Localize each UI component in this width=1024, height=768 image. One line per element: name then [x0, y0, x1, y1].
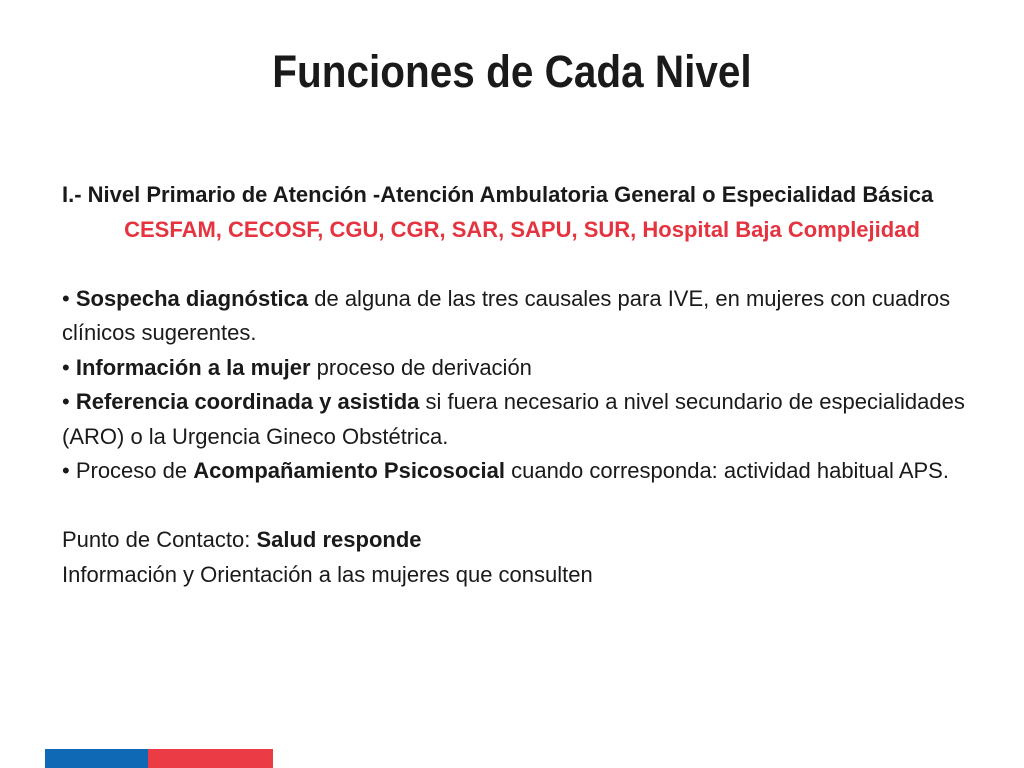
bullet-prefix: • Proceso de	[62, 458, 194, 483]
section-heading: I.- Nivel Primario de Atención -Atención Ambulatoria General o Especialidad Básica	[62, 182, 934, 207]
footer-flag-bar	[45, 749, 273, 768]
bullet-bold: Acompañamiento Psicosocial	[193, 458, 505, 483]
bullet-bold: Información a la mujer	[75, 354, 311, 380]
bullet-item	[62, 454, 982, 489]
bullet-bold: Referencia coordinada y asistida	[75, 389, 420, 414]
contact-description: Información y Orientación a las mujeres que consulten	[62, 561, 593, 587]
bullet-item	[62, 282, 982, 351]
bullet-text: cuando corresponda: actividad habitual APS.	[504, 458, 949, 483]
contact-value: Salud responde	[256, 527, 422, 552]
bullet-prefix: •	[62, 285, 76, 311]
bullet-text: de alguna de las tres causales para IVE, en mujeres con cuadros clínicos sugerentes.	[62, 285, 951, 345]
footer-red-segment	[148, 749, 273, 768]
bullet-text: proceso de derivación	[310, 354, 532, 380]
bullet-item	[62, 385, 982, 454]
spacer	[62, 247, 982, 282]
slide-content	[62, 178, 982, 592]
bullet-item	[62, 351, 982, 386]
section-subheading: CESFAM, CECOSF, CGU, CGR, SAR, SAPU, SUR, Hospital Baja Complejidad	[124, 216, 920, 242]
bullet-text: si fuera necesario a nivel secundario de especialidades (ARO) o la Urgencia Gineco Obstétrica.	[62, 389, 965, 449]
contact-line	[62, 523, 982, 558]
bullet-prefix: •	[62, 389, 76, 414]
contact-label: Punto de Contacto:	[62, 527, 257, 552]
bullet-prefix: •	[62, 354, 76, 380]
bullet-bold: Sospecha diagnóstica	[75, 285, 309, 311]
footer-blue-segment	[45, 749, 148, 768]
spacer	[62, 489, 982, 524]
slide-title: Funciones de Cada Nivel	[272, 46, 752, 97]
